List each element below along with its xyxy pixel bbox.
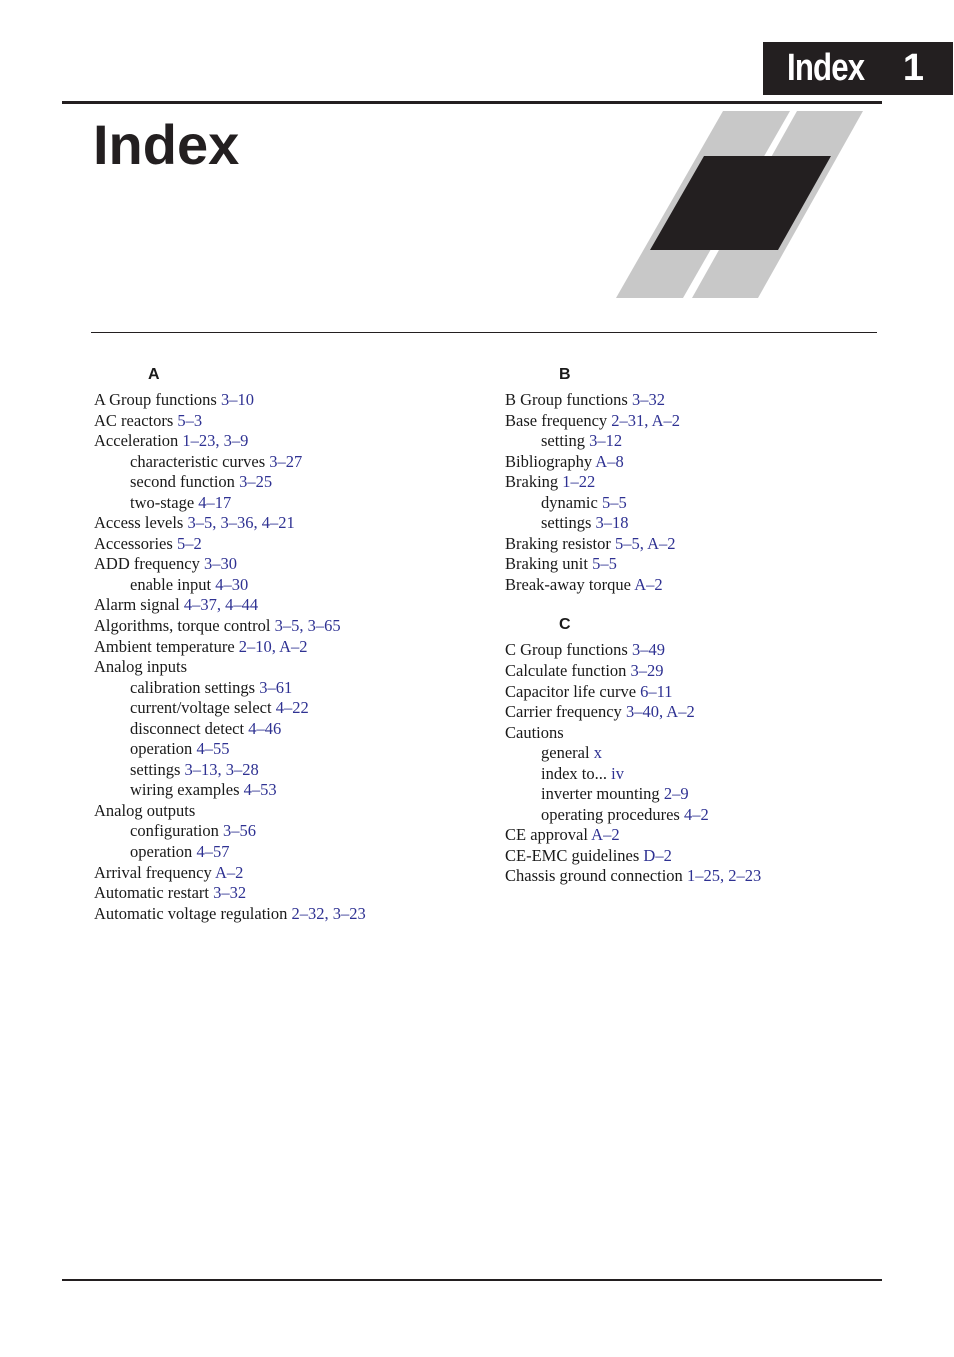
page-reference-link[interactable]: 3–30 <box>203 554 237 574</box>
page-reference-link[interactable]: 6–11 <box>640 681 673 701</box>
index-term: disconnect detect <box>130 718 245 738</box>
index-term: Carrier frequency <box>505 702 622 722</box>
index-entry <box>94 534 474 555</box>
page-reference-link[interactable]: 4–55 <box>196 739 230 759</box>
index-term: Acceleration <box>94 431 179 451</box>
index-term: operation <box>130 739 193 759</box>
index-column-1 <box>94 364 474 924</box>
page-reference-link[interactable]: 3–29 <box>630 661 664 681</box>
index-term: Bibliography <box>505 451 593 471</box>
index-subentry <box>94 719 474 740</box>
index-entry <box>94 513 474 534</box>
index-term: general <box>541 743 590 763</box>
page-reference-link[interactable]: x <box>593 743 602 763</box>
page-reference-link[interactable]: 4–30 <box>215 574 249 594</box>
page-reference-link[interactable]: 3–56 <box>223 821 257 841</box>
page-reference-link[interactable]: 5–5 <box>592 554 617 574</box>
page-reference-link[interactable]: 3–32 <box>631 390 665 409</box>
index-subentry <box>94 821 474 842</box>
top-rule <box>62 101 882 104</box>
index-column-2 <box>505 364 885 887</box>
index-term: two-stage <box>130 492 195 512</box>
index-entry <box>505 702 885 723</box>
chapter-tab <box>763 42 953 95</box>
page-reference-link[interactable]: 4–46 <box>248 718 282 738</box>
index-entry <box>505 472 885 493</box>
index-entry <box>94 390 474 411</box>
index-term: operating procedures <box>541 804 680 824</box>
index-term: Capacitor life curve <box>505 681 637 701</box>
index-subentry <box>94 472 474 493</box>
index-subentry <box>94 493 474 514</box>
index-entry <box>94 411 474 432</box>
index-term: current/voltage select <box>130 698 272 718</box>
page-reference-link[interactable]: 3–18 <box>595 513 629 533</box>
section-rule <box>91 332 877 333</box>
index-term: Braking <box>505 472 559 492</box>
index-term: Ambient temperature <box>94 636 235 656</box>
index-term: enable input <box>130 574 212 594</box>
index-entry <box>94 554 474 575</box>
index-term: Automatic voltage regulation <box>94 903 288 923</box>
page-reference-link[interactable]: 4–17 <box>198 492 232 512</box>
index-term: Alarm signal <box>94 595 180 615</box>
page-reference-link[interactable]: 3–27 <box>269 451 303 471</box>
page-reference-link[interactable]: 3–40, A–2 <box>625 702 695 722</box>
page-reference-link[interactable]: 1–22 <box>562 472 596 492</box>
index-entry <box>94 657 474 678</box>
index-term: inverter mounting <box>541 784 660 804</box>
group-spacer <box>505 595 885 614</box>
index-term: Base frequency <box>505 410 608 430</box>
index-entry <box>505 554 885 575</box>
page-reference-link[interactable]: 5–3 <box>177 410 203 430</box>
index-term: Arrival frequency <box>94 862 212 882</box>
page-reference-link[interactable]: 3–25 <box>239 472 273 492</box>
page-reference-link[interactable]: 4–37, 4–44 <box>183 595 259 615</box>
index-term: Braking resistor <box>505 533 611 553</box>
index-entry <box>505 640 885 661</box>
index-term: second function <box>130 472 235 492</box>
index-entry <box>94 801 474 822</box>
index-term: calibration settings <box>130 677 256 697</box>
chapter-tab-number: 1 <box>902 47 923 89</box>
index-term: C Group functions <box>505 640 628 660</box>
page-reference-link[interactable]: 4–2 <box>683 804 709 824</box>
index-term: index to... <box>541 763 607 783</box>
index-entry <box>505 452 885 473</box>
index-term: AC reactors <box>94 410 174 430</box>
index-term: Chassis ground connection <box>505 866 683 886</box>
index-term: Braking unit <box>505 554 588 574</box>
page-reference-link[interactable]: 1–23, 3–9 <box>182 431 249 451</box>
page-reference-link[interactable]: 5–2 <box>176 533 202 553</box>
index-letter-heading: A <box>148 366 160 383</box>
page-reference-link[interactable]: D–2 <box>643 845 672 865</box>
page-reference-link[interactable]: A–2 <box>591 825 620 845</box>
page-reference-link[interactable]: 3–5, 3–36, 4–21 <box>187 513 295 533</box>
chapter-emblem-graphic <box>610 108 870 300</box>
index-term: Cautions <box>505 722 564 742</box>
index-entry <box>505 825 885 846</box>
page-reference-link[interactable]: iv <box>611 763 624 783</box>
bottom-rule <box>62 1279 882 1281</box>
index-subentry <box>94 452 474 473</box>
index-entry <box>94 616 474 637</box>
index-letter-heading: B <box>559 366 571 383</box>
index-entry <box>505 866 885 887</box>
index-subentry <box>505 764 885 785</box>
page-reference-link[interactable]: 4–57 <box>196 842 230 862</box>
index-term: CE-EMC guidelines <box>505 845 640 865</box>
index-entry <box>505 390 885 411</box>
page-reference-link[interactable]: A–2 <box>214 862 244 882</box>
page-reference-link[interactable]: 2–9 <box>663 784 689 804</box>
page-reference-link[interactable]: 5–5, A–2 <box>614 533 676 553</box>
page-reference-link[interactable]: 3–12 <box>589 431 623 451</box>
page-reference-link[interactable]: 5–5 <box>601 492 627 512</box>
index-term: Calculate function <box>505 661 627 681</box>
page-reference-link[interactable]: 2–31, A–2 <box>611 410 681 430</box>
page-reference-link[interactable]: 3–10 <box>220 390 254 409</box>
index-subentry <box>505 431 885 452</box>
index-subentry <box>505 513 885 534</box>
index-term: dynamic <box>541 492 598 512</box>
index-term: Break-away torque <box>505 574 631 594</box>
index-subentry <box>94 575 474 596</box>
index-entry <box>505 575 885 596</box>
index-term: settings <box>130 759 181 779</box>
index-term: Analog inputs <box>94 657 188 677</box>
index-entry <box>94 883 474 904</box>
index-entry <box>94 431 474 452</box>
index-subentry <box>94 739 474 760</box>
index-term: setting <box>541 431 585 451</box>
index-term: settings <box>541 513 592 533</box>
index-term: Algorithms, torque control <box>94 616 271 636</box>
index-term: Access levels <box>94 513 184 533</box>
index-subentry <box>505 743 885 764</box>
page-reference-link[interactable]: 3–61 <box>259 677 293 697</box>
index-subentry <box>94 842 474 863</box>
index-entry <box>505 534 885 555</box>
page-title: Index <box>93 113 240 176</box>
index-letter-heading: C <box>559 616 571 634</box>
index-entry <box>94 904 474 925</box>
page-reference-link[interactable]: 4–53 <box>243 780 277 800</box>
emblem-dark-block <box>650 156 831 250</box>
index-entry <box>94 863 474 884</box>
index-entry <box>94 637 474 658</box>
index-entry <box>505 411 885 432</box>
page-reference-link[interactable]: A–2 <box>634 574 663 594</box>
page-reference-link[interactable]: 1–25, 2–23 <box>686 866 762 886</box>
index-term: CE approval <box>505 825 588 845</box>
page-reference-link[interactable]: 3–49 <box>631 640 665 660</box>
page-reference-link[interactable]: 4–22 <box>275 698 309 718</box>
index-subentry <box>94 698 474 719</box>
index-term: Analog outputs <box>94 800 196 820</box>
index-term: ADD frequency <box>94 554 200 574</box>
page-reference-link[interactable]: A–8 <box>595 451 624 471</box>
index-term: characteristic curves <box>130 451 266 471</box>
index-entry <box>505 682 885 703</box>
index-entry <box>505 661 885 682</box>
index-term: A Group functions <box>94 390 217 409</box>
index-subentry <box>94 780 474 801</box>
page-reference-link[interactable]: 3–5, 3–65 <box>274 616 341 636</box>
index-term: Automatic restart <box>94 883 210 903</box>
page-reference-link[interactable]: 3–32 <box>213 883 247 903</box>
index-term: configuration <box>130 821 219 841</box>
index-entry <box>94 595 474 616</box>
index-term: Accessories <box>94 533 173 553</box>
index-entry <box>505 723 885 744</box>
index-entry <box>505 846 885 867</box>
index-subentry <box>505 784 885 805</box>
page-reference-link[interactable]: 3–13, 3–28 <box>184 759 259 779</box>
chapter-tab-label: Index <box>787 47 865 89</box>
index-term: B Group functions <box>505 390 628 409</box>
page-reference-link[interactable]: 2–32, 3–23 <box>291 903 366 923</box>
index-subentry <box>505 493 885 514</box>
index-term: wiring examples <box>130 780 240 800</box>
index-subentry <box>94 678 474 699</box>
index-term: operation <box>130 842 193 862</box>
index-subentry <box>94 760 474 781</box>
page-reference-link[interactable]: 2–10, A–2 <box>238 636 308 656</box>
index-subentry <box>505 805 885 826</box>
